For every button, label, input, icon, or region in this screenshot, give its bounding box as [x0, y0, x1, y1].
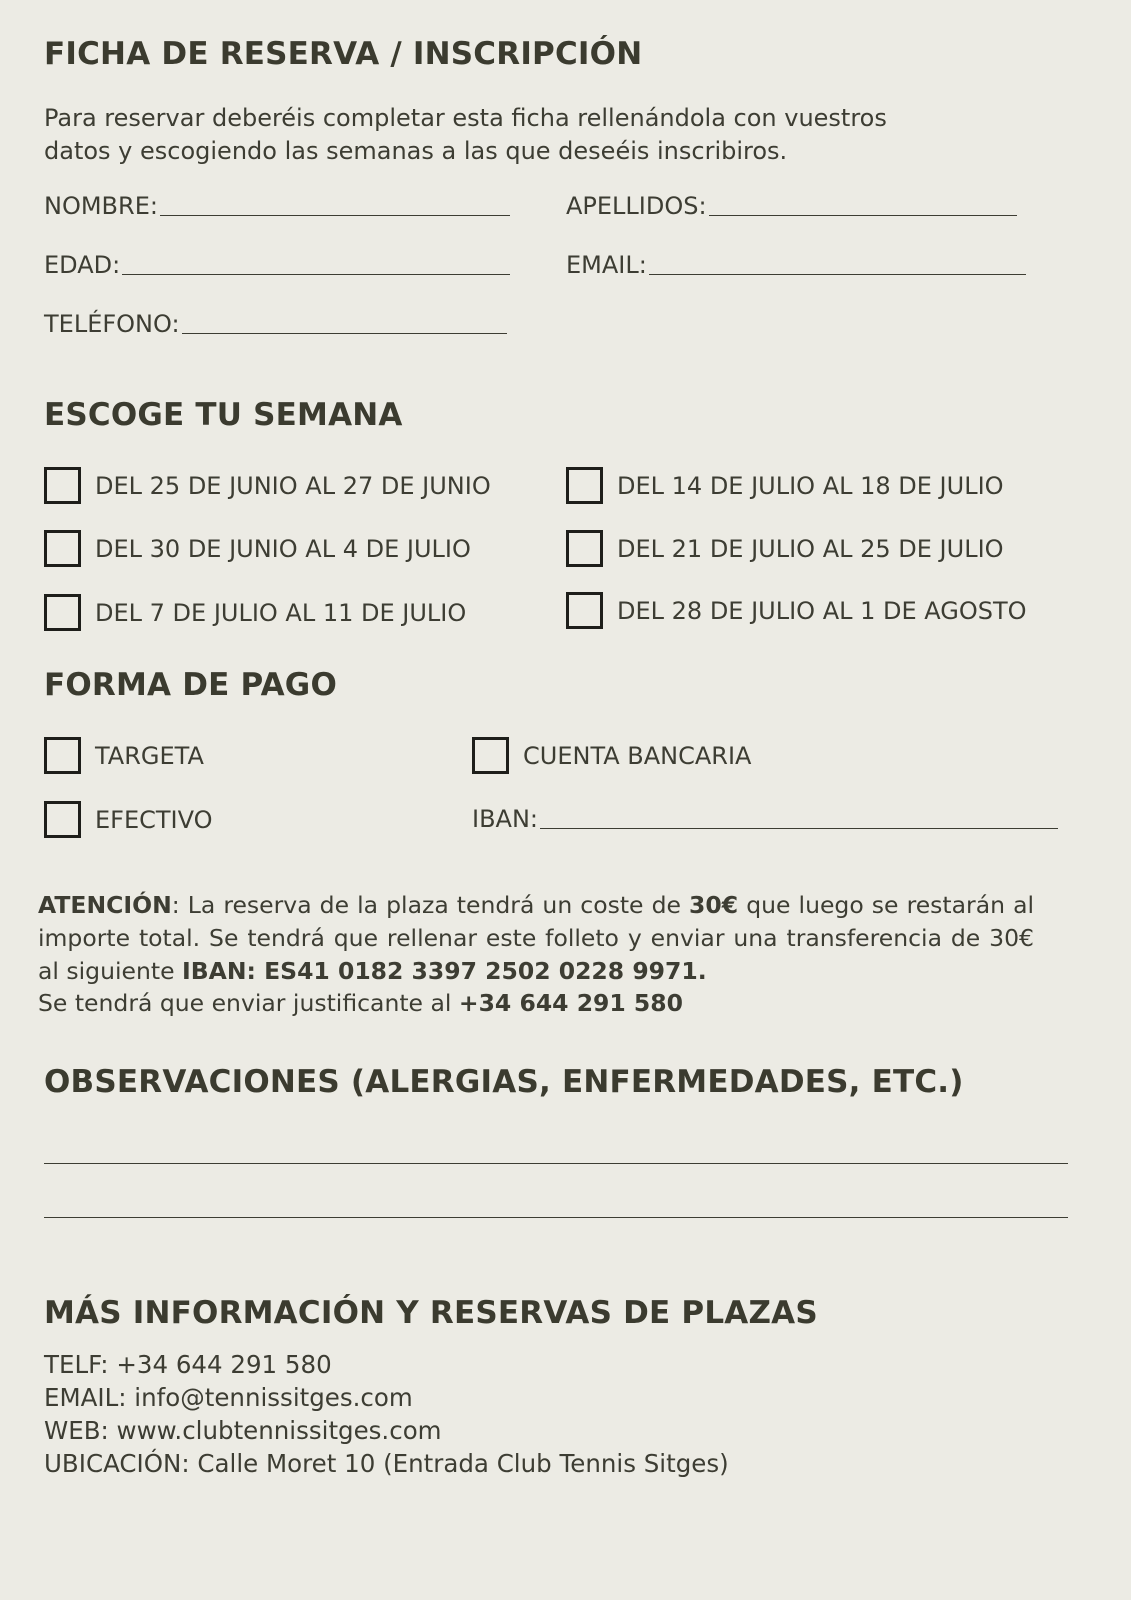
week-label-5: DEL 21 DE JULIO AL 25 DE JULIO [617, 534, 1004, 563]
payment-heading: FORMA DE PAGO [44, 667, 337, 703]
iban-label: IBAN: [472, 805, 538, 833]
attention-iban: IBAN: ES41 0182 3397 2502 0228 9971. [182, 957, 707, 985]
email-field[interactable] [566, 251, 1026, 279]
attention-phone: +34 644 291 580 [458, 989, 683, 1017]
cuenta-checkbox[interactable] [472, 737, 509, 774]
email-label: EMAIL: [566, 251, 647, 279]
week-option-2[interactable] [44, 530, 471, 567]
targeta-checkbox[interactable] [44, 737, 81, 774]
apellidos-field[interactable] [566, 192, 1017, 220]
payment-cuenta-option[interactable] [472, 737, 751, 774]
intro-line-2: datos y escogiendo las semanas a las que deseéis inscribiros. [44, 137, 788, 165]
email-input-line[interactable] [649, 274, 1026, 275]
weeks-heading: ESCOGE TU SEMANA [44, 397, 403, 433]
week-option-1[interactable] [44, 467, 491, 504]
nombre-field[interactable] [44, 192, 510, 220]
payment-efectivo-option[interactable] [44, 801, 213, 838]
payment-targeta-option[interactable] [44, 737, 204, 774]
week-label-6: DEL 28 DE JULIO AL 1 DE AGOSTO [617, 596, 1027, 625]
week-checkbox-3[interactable] [44, 594, 81, 631]
nombre-input-line[interactable] [160, 215, 510, 216]
observations-line-2[interactable] [44, 1217, 1068, 1218]
edad-input-line[interactable] [122, 274, 510, 275]
attention-amount: 30€ [689, 891, 739, 919]
observations-line-1[interactable] [44, 1163, 1068, 1164]
week-checkbox-6[interactable] [566, 592, 603, 629]
iban-input-line[interactable] [540, 828, 1058, 829]
targeta-label: TARGETA [95, 741, 204, 770]
attention-text-2: que luego se restarán al importe total. Se tendrá que rellenar este folleto y enviar una transferencia de 30€ al siguiente [38, 891, 1034, 985]
observations-heading: OBSERVACIONES (ALERGIAS, ENFERMEDADES, ETC.) [44, 1064, 964, 1100]
week-checkbox-4[interactable] [566, 467, 603, 504]
telefono-field[interactable] [44, 310, 507, 338]
apellidos-input-line[interactable] [709, 215, 1017, 216]
apellidos-label: APELLIDOS: [566, 192, 707, 220]
info-web: WEB: www.clubtennissitges.com [44, 1416, 442, 1445]
attention-note [38, 889, 1034, 988]
week-checkbox-1[interactable] [44, 467, 81, 504]
attention-text-1: : La reserva de la plaza tendrá un coste de [171, 891, 690, 919]
cuenta-label: CUENTA BANCARIA [523, 741, 752, 770]
telefono-label: TELÉFONO: [44, 310, 180, 338]
week-label-2: DEL 30 DE JUNIO AL 4 DE JULIO [95, 534, 471, 563]
info-email: EMAIL: info@tennissitges.com [44, 1383, 413, 1412]
attention-label: ATENCIÓN [38, 891, 172, 919]
week-option-5[interactable] [566, 530, 1004, 567]
week-checkbox-2[interactable] [44, 530, 81, 567]
nombre-label: NOMBRE: [44, 192, 158, 220]
week-label-1: DEL 25 DE JUNIO AL 27 DE JUNIO [95, 471, 491, 500]
efectivo-checkbox[interactable] [44, 801, 81, 838]
info-block [44, 1348, 729, 1480]
week-option-4[interactable] [566, 467, 1004, 504]
edad-field[interactable] [44, 251, 510, 279]
week-option-3[interactable] [44, 594, 466, 631]
week-label-3: DEL 7 DE JULIO AL 11 DE JULIO [95, 598, 467, 627]
info-ubicacion: UBICACIÓN: Calle Moret 10 (Entrada Club Tennis Sitges) [44, 1449, 729, 1478]
iban-field[interactable] [472, 805, 1058, 833]
intro-text [44, 102, 887, 168]
efectivo-label: EFECTIVO [95, 805, 213, 834]
edad-label: EDAD: [44, 251, 121, 279]
attention-line-2 [38, 987, 683, 1020]
info-heading: MÁS INFORMACIÓN Y RESERVAS DE PLAZAS [44, 1295, 818, 1331]
telefono-input-line[interactable] [182, 333, 507, 334]
intro-line-1: Para reservar deberéis completar esta ficha rellenándola con vuestros [44, 104, 887, 132]
attention-justificante-text: Se tendrá que enviar justificante al [38, 989, 459, 1017]
week-label-4: DEL 14 DE JULIO AL 18 DE JULIO [617, 471, 1004, 500]
info-telf: TELF: +34 644 291 580 [44, 1350, 332, 1379]
page-title: FICHA DE RESERVA / INSCRIPCIÓN [44, 36, 643, 72]
week-option-6[interactable] [566, 592, 1027, 629]
week-checkbox-5[interactable] [566, 530, 603, 567]
